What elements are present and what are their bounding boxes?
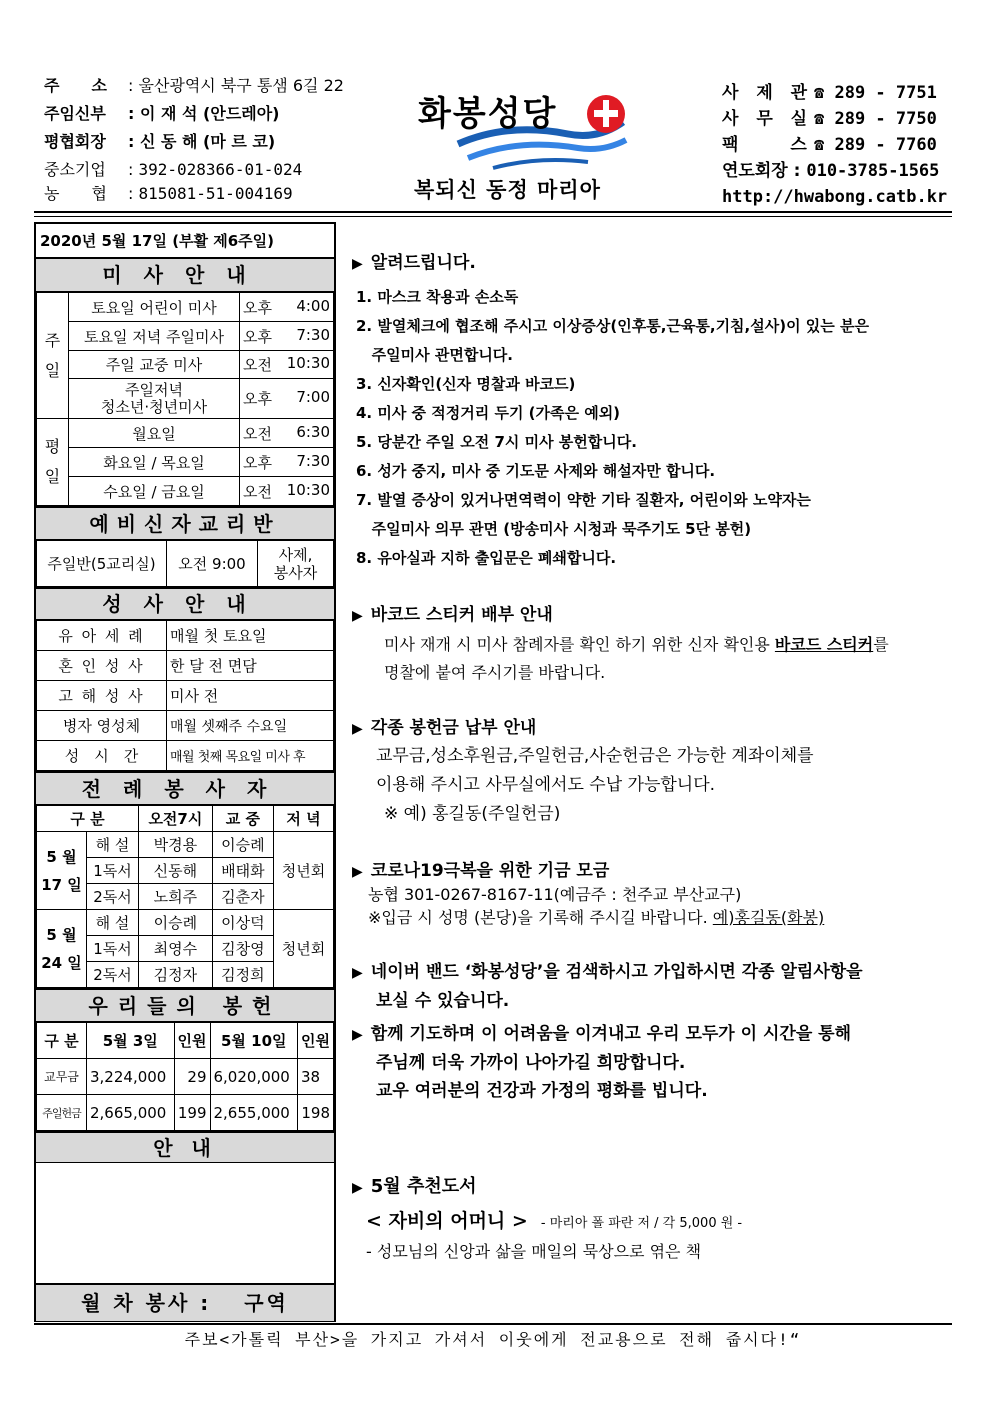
servers-person: 이상덕 xyxy=(212,910,273,936)
contact-row xyxy=(722,132,947,158)
contact-phone: ☎ 289 - 7751 xyxy=(814,83,937,103)
contact-phone: ☎ 289 - 7760 xyxy=(814,135,937,155)
offering-header: 인원 xyxy=(298,1023,334,1059)
sacrament-name: 병자 영성체 xyxy=(37,711,167,741)
bank1-account: 392-028366-01-024 xyxy=(138,160,303,179)
yeondo-label: 연도회장 xyxy=(722,161,788,181)
servers-table xyxy=(36,805,334,988)
announcement-item: 주일미사 관면합니다. xyxy=(356,346,513,364)
servers-role: 해 설 xyxy=(87,832,139,858)
contact-row xyxy=(722,80,947,106)
address-label: 주 소 xyxy=(44,76,107,95)
servers-person: 김정희 xyxy=(212,962,273,988)
contact-label: 사 무 실 xyxy=(722,109,814,129)
mass-name: 월요일 xyxy=(69,419,240,448)
contact-label: 팩 스 xyxy=(722,135,813,155)
weekday-label: 평일 xyxy=(37,419,69,506)
offering-label: 주일헌금 xyxy=(37,1095,87,1131)
date-title: 2020년 5월 17일 (부활 제6주일) xyxy=(36,224,334,258)
catechumen-teacher: 사제, 봉사자 xyxy=(258,541,334,587)
servers-evening: 청년회 xyxy=(274,910,334,988)
church-name: 화봉성당 xyxy=(418,94,558,134)
sunday-label: 주일 xyxy=(37,293,69,419)
servers-role: 해 설 xyxy=(87,910,139,936)
offering-header: 5월 10일 xyxy=(210,1023,298,1059)
corona-title: ▶ 코로나19극복을 위한 기금 모금 xyxy=(352,861,610,881)
mass-table xyxy=(36,292,334,506)
sacrament-when: 미사 전 xyxy=(167,681,334,711)
servers-person: 박경용 xyxy=(139,832,213,858)
prayer-line: ▶ 함께 기도하며 이 어려움을 이겨내고 우리 모두가 이 시간을 통해 xyxy=(352,1024,852,1044)
header-rule-thin xyxy=(34,216,952,217)
offering-count: 199 xyxy=(174,1095,210,1131)
offering-amount: 2,655,000 xyxy=(210,1095,298,1131)
footer-text: 주보<가톨릭 부산>을 가지고 가셔서 이웃에게 전교용으로 전해 줍시다!“ xyxy=(184,1330,802,1349)
barcode-section xyxy=(352,600,889,687)
barcode-text: 명찰에 붙여 주시기를 바랍니다. xyxy=(384,663,606,682)
bank2-account: 815081-51-004169 xyxy=(138,184,293,203)
bank1-label: 중소기업 xyxy=(44,160,106,179)
sacrament-table xyxy=(36,620,334,771)
contact-row xyxy=(722,106,947,132)
announcement-item: 8. 유아실과 지하 출입문은 폐쇄합니다. xyxy=(356,549,617,567)
sacrament-name: 혼 인 성 사 xyxy=(37,651,167,681)
servers-role: 2독서 xyxy=(87,884,139,910)
mass-time: 오후 7:30 xyxy=(240,448,334,477)
bank2-label: 농 협 xyxy=(44,184,107,203)
offering-header: 5월 3일 xyxy=(87,1023,175,1059)
corona-section xyxy=(352,856,824,929)
mass-time: 오전 10:30 xyxy=(240,351,334,379)
announcement-item: 주일미사 의무 관면 (방송미사 시청과 묵주기도 5단 봉헌) xyxy=(356,520,752,538)
prayer-line: 주님께 더욱 가까이 나아가길 희망합니다. xyxy=(376,1053,686,1073)
church-logo xyxy=(398,82,638,172)
servers-person: 최영수 xyxy=(139,936,213,962)
triangle-bullet-icon: ▶ xyxy=(352,864,363,880)
servers-person: 이승례 xyxy=(212,832,273,858)
donation-text: 교무금,성소후원금,주일헌금,사순헌금은 가능한 계좌이체를 xyxy=(376,746,814,766)
prayer-line: 교우 여러분의 건강과 가정의 평화를 빕니다. xyxy=(376,1081,708,1101)
donation-body xyxy=(376,742,814,829)
book-title: < 자비의 어머니 > xyxy=(366,1210,528,1232)
yeondo-row: 연도회장 : 010-3785-1565 xyxy=(722,161,940,181)
donation-section xyxy=(352,713,814,829)
announcements-section xyxy=(352,248,869,573)
announcement-item: 4. 미사 중 적정거리 두기 (가족은 예외) xyxy=(356,404,621,422)
website-link[interactable]: http://hwabong.catb.kr xyxy=(722,187,948,207)
sacrament-when: 매월 첫 토요일 xyxy=(167,621,334,651)
council-label: 평협회장 xyxy=(44,132,106,151)
band-line: 보실 수 있습니다. xyxy=(376,991,510,1011)
mass-time: 오후 7:00 xyxy=(240,379,334,419)
announcements-title: ▶ 알려드립니다. xyxy=(352,253,476,273)
footer-rule xyxy=(34,1323,952,1325)
servers-role: 1독서 xyxy=(87,858,139,884)
servers-header: 구 분 xyxy=(37,806,139,832)
sacrament-when: 매월 첫째 목요일 미사 후 xyxy=(167,741,334,771)
notice-box-title: 안 내 xyxy=(36,1131,334,1163)
mass-time: 오전 10:30 xyxy=(240,477,334,506)
book-desc: - 성모님의 신앙과 삶을 매일의 묵상으로 엮은 책 xyxy=(366,1242,702,1261)
donation-example: ※ 예) 홍길동(주일헌금) xyxy=(384,804,561,824)
triangle-bullet-icon: ▶ xyxy=(352,721,363,737)
barcode-body xyxy=(384,631,889,687)
announcement-item: 6. 성가 중지, 미사 중 기도문 사제와 해설자만 합니다. xyxy=(356,462,716,480)
header-rule xyxy=(34,211,952,213)
servers-role: 1독서 xyxy=(87,936,139,962)
corona-body xyxy=(368,883,824,929)
barcode-text-end: 를 xyxy=(873,635,889,654)
offering-amount: 3,224,000 xyxy=(87,1059,175,1095)
notice-box-body xyxy=(36,1163,334,1283)
servers-person: 이승례 xyxy=(139,910,213,936)
servers-role: 2독서 xyxy=(87,962,139,988)
servers-header: 오전7시 xyxy=(139,806,213,832)
offering-count: 198 xyxy=(298,1095,334,1131)
announcement-item: 7. 발열 증상이 있거나면역력이 약한 기타 질환자, 어린이와 노약자는 xyxy=(356,491,811,509)
sacrament-name: 성 시 간 xyxy=(37,741,167,771)
band-line: ▶ 네이버 밴드 ‘화봉성당’을 검색하시고 가입하시면 각종 알림사항을 xyxy=(352,962,863,982)
servers-person: 노희주 xyxy=(139,884,213,910)
offering-count: 29 xyxy=(174,1059,210,1095)
sacrament-name: 고 해 성 사 xyxy=(37,681,167,711)
triangle-bullet-icon: ▶ xyxy=(352,1180,363,1196)
offering-label: 교무금 xyxy=(37,1059,87,1095)
announcement-item: 2. 발열체크에 협조해 주시고 이상증상(인후통,근육통,기침,설사)이 있는 분은 xyxy=(356,317,869,335)
monthly-service: 월 차 봉사 : 구역 xyxy=(36,1283,334,1321)
catechumen-time: 오전 9:00 xyxy=(167,541,258,587)
triangle-bullet-icon: ▶ xyxy=(352,965,363,981)
sacrament-when: 한 달 전 면담 xyxy=(167,651,334,681)
book-info: - 마리아 폴 파란 저 / 각 5,000 원 - xyxy=(540,1216,743,1231)
catechumen-class: 주일반(5교리실) xyxy=(37,541,167,587)
contact-label: 사 제 관 xyxy=(722,83,814,103)
pastor-label: 주임신부 xyxy=(44,104,106,123)
mass-time: 오후 7:30 xyxy=(240,322,334,351)
servers-person: 김창영 xyxy=(212,936,273,962)
servers-header: 저 녁 xyxy=(274,806,334,832)
barcode-title: ▶ 바코드 스티커 배부 안내 xyxy=(352,605,553,625)
donation-text: 이용해 주시고 사무실에서도 수납 가능합니다. xyxy=(376,775,716,795)
offering-section-title: 우리들의 봉헌 xyxy=(36,988,334,1022)
mass-name: 화요일 / 목요일 xyxy=(69,448,240,477)
left-column xyxy=(34,222,336,1322)
catechumen-table xyxy=(36,540,334,587)
mass-name: 주일저녁 청소년·청년미사 xyxy=(69,379,240,419)
header-left: 주 소 : 울산광역시 북구 통샘 6길 22 주임신부 : 이 재 석 (안드레아) 평협회장 : 신 동 해 (마 르 코) 중소기업 : 392-028366-01-024 농 협 : 815081-51-004169 xyxy=(44,74,344,206)
announcements-list xyxy=(356,283,869,573)
announcement-item: 5. 당분간 주일 오전 7시 미사 봉헌합니다. xyxy=(356,433,637,451)
mass-section-title: 미사안내 xyxy=(36,258,334,292)
servers-person: 배태화 xyxy=(212,858,273,884)
servers-person: 김정자 xyxy=(139,962,213,988)
prayer-section xyxy=(352,1020,851,1105)
offering-count: 38 xyxy=(298,1059,334,1095)
announcement-item: 3. 신자확인(신자 명찰과 바코드) xyxy=(356,375,576,393)
mass-name: 토요일 저녁 주일미사 xyxy=(69,322,240,351)
triangle-bullet-icon: ▶ xyxy=(352,1027,363,1043)
address: 울산광역시 북구 통샘 6길 22 xyxy=(138,76,344,95)
triangle-bullet-icon: ▶ xyxy=(352,608,363,624)
offering-header: 인원 xyxy=(174,1023,210,1059)
mass-name: 토요일 어린이 미사 xyxy=(69,293,240,322)
catechumen-section-title: 예비신자교리반 xyxy=(36,506,334,540)
books-title: ▶ 5월 추천도서 xyxy=(352,1176,477,1197)
contact-phone: ☎ 289 - 7750 xyxy=(814,109,937,129)
sacrament-when: 매월 셋째주 수요일 xyxy=(167,711,334,741)
mass-time: 오전 6:30 xyxy=(240,419,334,448)
triangle-bullet-icon: ▶ xyxy=(352,256,363,272)
corona-example: 예)홍길동(화봉) xyxy=(712,908,825,927)
offering-amount: 6,020,000 xyxy=(210,1059,298,1095)
offering-header: 구 분 xyxy=(37,1023,87,1059)
servers-date: 5 월 24 일 xyxy=(37,910,87,988)
mass-name: 수요일 / 금요일 xyxy=(69,477,240,506)
yeondo-phone: 010-3785-1565 xyxy=(806,161,940,181)
pastor: 이 재 석 (안드레아) xyxy=(139,104,280,123)
donation-title: ▶ 각종 봉헌금 납부 안내 xyxy=(352,718,537,738)
servers-person: 김춘자 xyxy=(212,884,273,910)
mass-time: 오후 4:00 xyxy=(240,293,334,322)
servers-person: 신동해 xyxy=(139,858,213,884)
barcode-text: 미사 재개 시 미사 참례자를 확인 하기 위한 신자 확인용 xyxy=(384,635,775,654)
council: 신 동 해 (마 르 코) xyxy=(139,132,276,151)
sacrament-section-title: 성사안내 xyxy=(36,587,334,620)
barcode-sticker-text: 바코드 스티커 xyxy=(774,635,874,654)
offering-table xyxy=(36,1022,334,1131)
band-section xyxy=(352,958,863,1015)
sacrament-name: 유 아 세 례 xyxy=(37,621,167,651)
patron-name: 복되신 동정 마리아 xyxy=(414,178,601,202)
header-right xyxy=(722,80,947,210)
corona-note: ※입금 시 성명 (본당)을 기록해 주시길 바랍니다. xyxy=(368,908,713,927)
announcement-item: 1. 마스크 착용과 손소독 xyxy=(356,288,519,306)
books-section xyxy=(352,1172,742,1262)
servers-section-title: 전례봉사자 xyxy=(36,771,334,805)
offering-amount: 2,665,000 xyxy=(87,1095,175,1131)
servers-header: 교 중 xyxy=(212,806,273,832)
mass-name: 주일 교중 미사 xyxy=(69,351,240,379)
book-entry xyxy=(366,1206,742,1233)
servers-evening: 청년회 xyxy=(274,832,334,910)
servers-date: 5 월 17 일 xyxy=(37,832,87,910)
corona-account: 농협 301-0267-8167-11(예금주 : 천주교 부산교구) xyxy=(368,885,742,904)
